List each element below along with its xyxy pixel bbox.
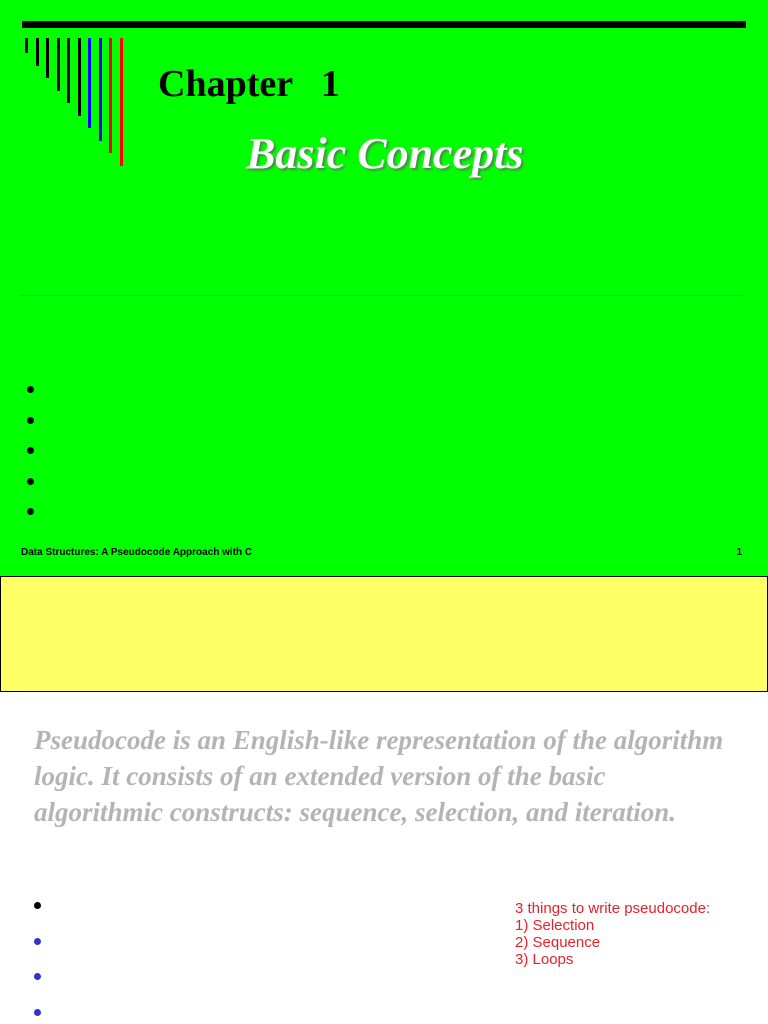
bullet-point [27, 508, 34, 515]
divider-rule [20, 295, 743, 296]
bullet-point [27, 447, 34, 454]
bullet-point [34, 973, 41, 980]
callout-box [0, 576, 768, 692]
bullet-point [34, 1009, 41, 1016]
decor-bar [67, 38, 70, 103]
top-rule [22, 21, 746, 28]
note-heading: 3 things to write pseudocode: [515, 900, 711, 917]
footer-book-title: Data Structures: A Pseudocode Approach with C [21, 547, 253, 558]
decor-bar [88, 38, 91, 128]
chapter-subtitle: Basic Concepts [246, 129, 524, 178]
note-item: 2) Sequence [515, 934, 601, 951]
decor-bar [57, 38, 60, 91]
decor-bar [109, 38, 112, 153]
pseudocode-slide [0, 692, 768, 1024]
decor-bar [25, 38, 28, 53]
decor-bar [120, 38, 123, 166]
bullet-point [27, 478, 34, 485]
note-item: 1) Selection [515, 917, 595, 934]
chapter-title: Chapter 1 [158, 63, 340, 105]
pseudocode-definition: Pseudocode is an English-like representation of the algorithm logic. It consists of an extended version of the basic algorithmic constructs: sequence, selection, and iteration. [34, 725, 724, 827]
note-item: 3) Loops [515, 951, 574, 968]
decor-bar [99, 38, 102, 141]
decor-bar [78, 38, 81, 116]
footer-page-number: 1 [736, 547, 742, 558]
bullet-point [34, 938, 41, 945]
bullet-point [27, 386, 34, 393]
pseudocode-note [515, 900, 710, 968]
bullet-point [27, 417, 34, 424]
decor-bar [36, 38, 39, 66]
bullet-point [34, 902, 41, 909]
decor-bar [46, 38, 49, 78]
